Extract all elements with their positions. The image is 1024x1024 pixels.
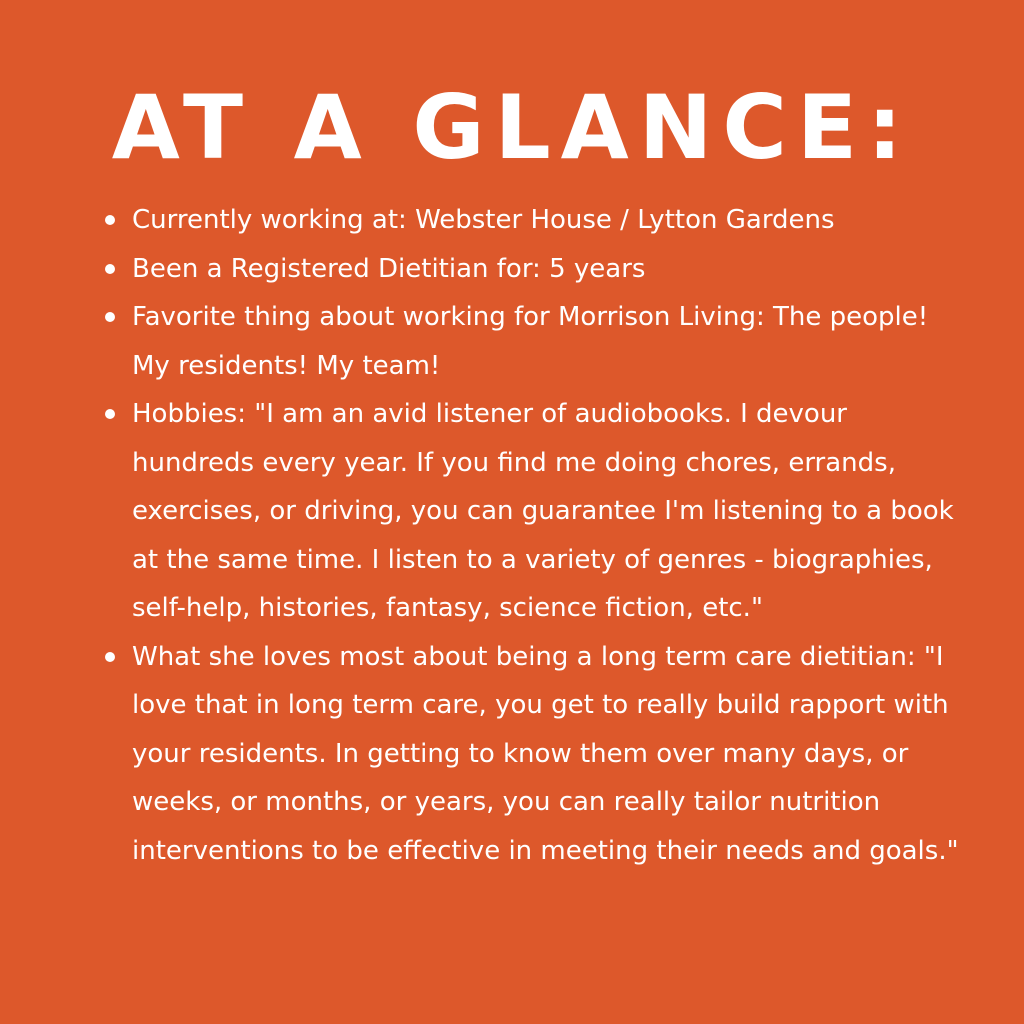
fact-hobbies (100, 390, 960, 633)
bullet-icon (105, 215, 115, 225)
page-title: AT A GLANCE: (111, 76, 913, 179)
fact-current-workplace (100, 196, 960, 245)
fact-text: Currently working at: Webster House / Lytton Gardens (132, 205, 835, 235)
fact-text: What she loves most about being a long term care dietitian: "I love that in long term care, you get to really build rapport with your residents. In getting to know them over many days, or weeks, or months, or years, you can really tailor nutrition interventions to be effective in meeting their needs and goals." (132, 641, 959, 866)
fact-text: Favorite thing about working for Morrison Living: The people! My residents! My team! (132, 302, 929, 381)
bullet-icon (105, 652, 115, 662)
fact-years-as-dietitian (100, 245, 960, 294)
fact-favorite-thing (100, 293, 960, 390)
facts-list (100, 196, 960, 875)
fact-text: Hobbies: "I am an avid listener of audiobooks. I devour hundreds every year. If you find me doing chores, errands, exercises, or driving, you can guarantee I'm listening to a book at the same time. I listen to a variety of genres - biographies, self-help, histories, fantasy, science fiction, etc." (132, 399, 954, 623)
bullet-icon (105, 264, 115, 274)
fact-text: Been a Registered Dietitian for: 5 years (132, 253, 646, 284)
fact-loves-most (100, 633, 960, 876)
bullet-icon (105, 312, 115, 322)
bullet-icon (105, 409, 115, 419)
